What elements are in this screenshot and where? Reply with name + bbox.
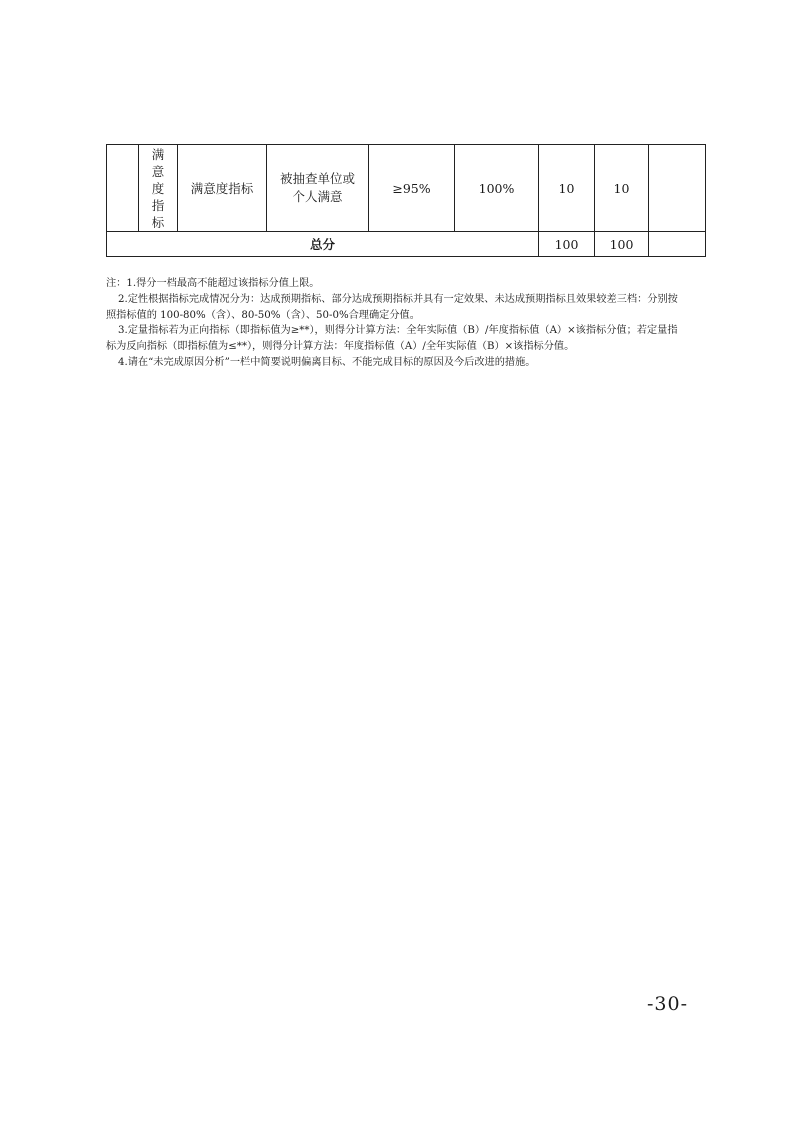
indicator-cell: 满意度指标 [178, 145, 267, 232]
page-number: -30- [647, 993, 689, 1015]
note-line: 注：1.得分一档最高不能超过该指标分值上限。 [106, 278, 320, 289]
category-char: 指 [151, 197, 165, 213]
target-line: 被抽查单位或 [279, 171, 355, 186]
category-char: 标 [151, 214, 165, 230]
weight-cell: 10 [539, 145, 595, 232]
category-char: 意 [151, 163, 165, 179]
total-remark-cell [649, 232, 706, 257]
note-line: 标为反向指标（即指标值为≤**），则得分计算方法：年度指标值（A）/全年实际值（B）×该指标分值。 [106, 341, 575, 353]
total-row [107, 232, 706, 257]
target-cell [267, 145, 369, 232]
target-line: 个人满意 [292, 189, 343, 204]
category-char: 满 [151, 146, 165, 162]
table-row [107, 145, 706, 232]
note-line: 照指标值的 100-80%（含）、80-50%（含）、50-0%合理确定分值。 [106, 309, 420, 321]
total-score-cell: 100 [595, 232, 649, 257]
score-cell: 10 [595, 145, 649, 232]
notes-section [106, 276, 706, 371]
total-weight-cell: 100 [539, 232, 595, 257]
category-cell [139, 145, 178, 232]
performance-score-table [106, 144, 706, 257]
note-line: 4.请在“未完成原因分析”一栏中简要说明偏离目标、不能完成目标的原因及今后改进的措施。 [118, 356, 536, 368]
note-line: 2.定性根据指标完成情况分为：达成预期指标、部分达成预期指标并具有一定效果、未达成预期指标且效果较差三档：分别按 [118, 293, 678, 305]
blank-first-level-cell [107, 145, 139, 232]
total-label: 总分 [107, 232, 539, 257]
category-char: 度 [151, 180, 165, 196]
standard-value-cell: ≥95% [369, 145, 455, 232]
actual-value-cell: 100% [455, 145, 539, 232]
note-line: 3.定量指标若为正向指标（即指标值为≥**），则得分计算方法：全年实际值（B）/年度指标值（A）×该指标分值；若定量指 [118, 325, 678, 337]
remark-cell [649, 145, 706, 232]
